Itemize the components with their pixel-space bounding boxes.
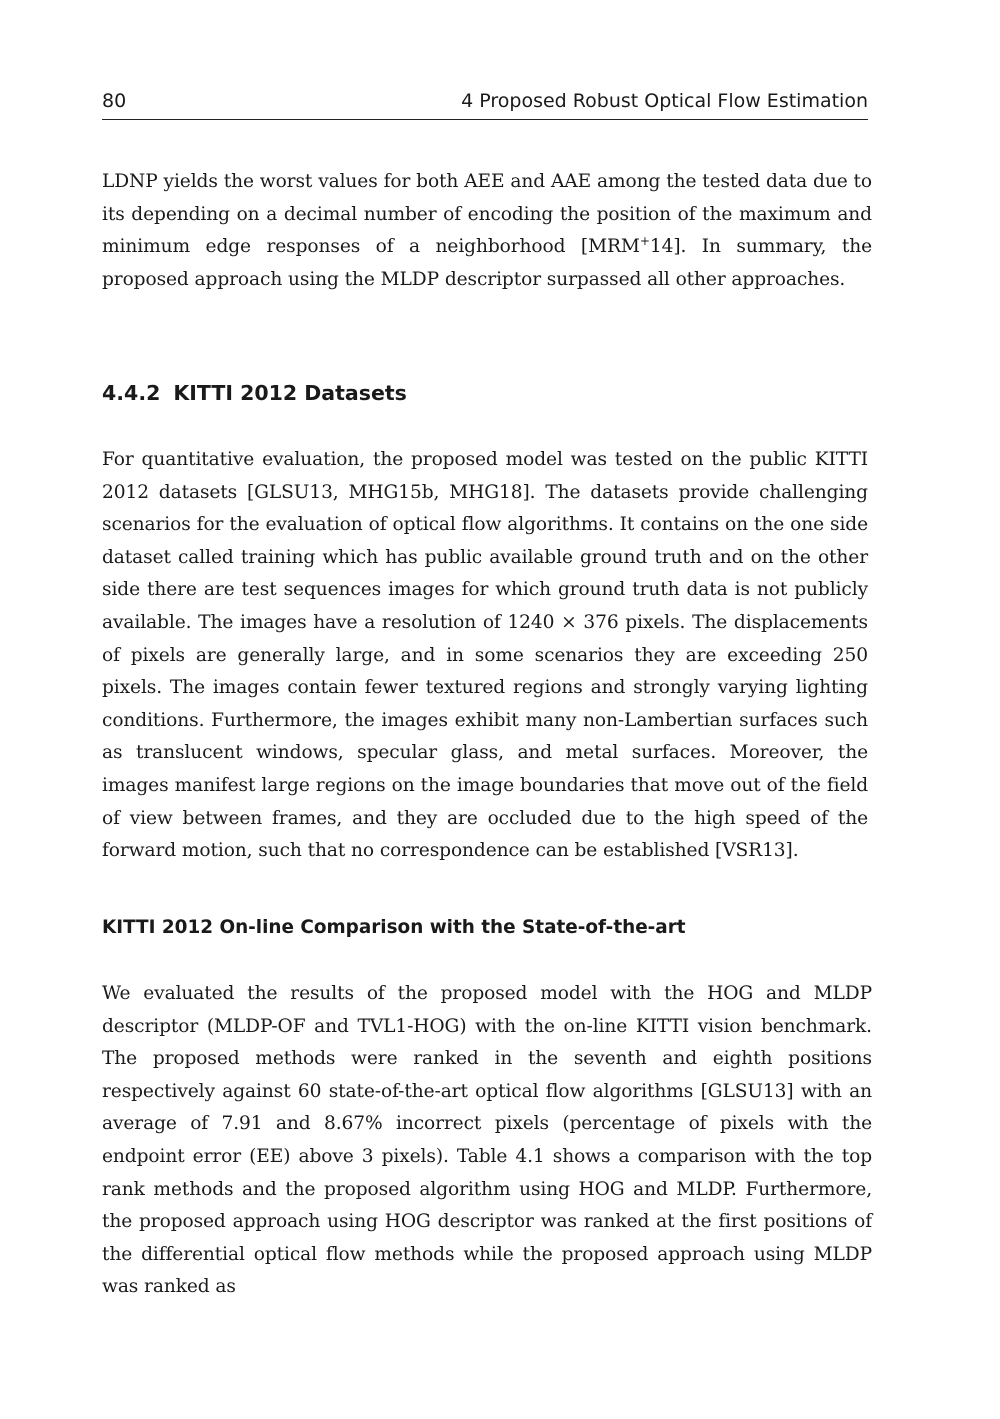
section-number: 4.4.2 [102,381,161,405]
chapter-title: 4 Proposed Robust Optical Flow Estimation [461,90,868,112]
superscript-plus: + [639,234,650,248]
section-title: KITTI 2012 Datasets [173,381,407,405]
running-header [102,88,868,120]
paragraph-kitti-datasets: For quantitative evaluation, the proposed model was tested on the public KITTI 2012 datasets [GLSU13, MHG15b, MHG18]. The datasets provide challenging scenarios for the evaluation of optical flow algorithms. It contains on the one side dataset called training which has public available ground truth and on the other side there are test sequences images for which ground truth data is not publicly available. The images have a resolution of 1240 × 376 pixels. The displacements of pixels are generally large, and in some scenarios they are exceeding 250 pixels. The images contain fewer textured regions and strongly varying lighting conditions. Furthermore, the images exhibit many non-Lambertian surfaces such as translucent windows, specular glass, and metal surfaces. Moreover, the images manifest large regions on the image boundaries that move out of the field of view between frames, and they are occluded due to the high speed of the forward motion, such that no correspondence can be established [VSR13]. [102,449,868,862]
paragraph-ldnp-summary [102,166,872,296]
paragraph-online-comparison: We evaluated the results of the proposed model with the HOG and MLDP descriptor (MLDP-OF and TVL1-HOG) with the on-line KITTI vision benchmark. The proposed methods were ranked in the seventh and eighth positions respectively against 60 state-of-the-art optical flow algorithms [GLSU13] with an average of 7.91 and 8.67% incorrect pixels (percentage of pixels with the endpoint error (EE) above 3 pixels). Table 4.1 shows a comparison with the top rank methods and the proposed algorithm using HOG and MLDP. Furthermore, the proposed approach using HOG descriptor was ranked at the first positions of the differential optical flow methods while the proposed approach using MLDP was ranked as [102,983,872,1298]
paragraph-text: LDNP yields the worst values for both AEE and AAE among the tested data due to its depending on a decimal number of encoding the position of the maximum and minimum edge responses of a neighborhood [MRM [102,171,872,258]
page-number: 80 [102,90,127,112]
paragraph-text-cont: 14]. In summary, the proposed approach using the MLDP descriptor surpassed all other approaches. [102,236,872,290]
subsection-heading: KITTI 2012 On-line Comparison with the State-of-the-art [102,917,686,938]
section-heading [102,381,407,405]
